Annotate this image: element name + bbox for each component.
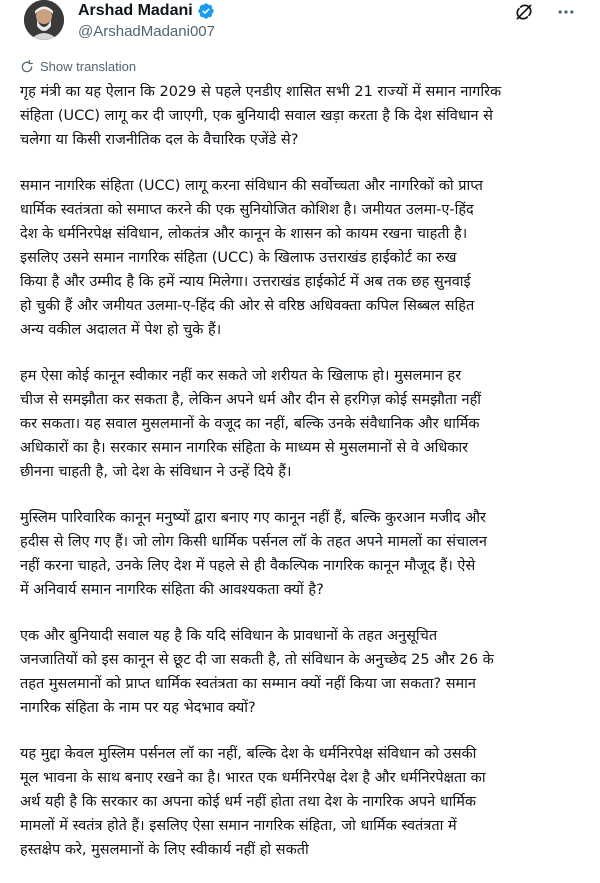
show-translation-link[interactable]: Show translation (40, 58, 137, 74)
avatar-image (24, 0, 64, 40)
post-paragraph-2: समान नागरिक संहिता (UCC) लागू करना संविधान की सर्वोच्चता और नागरिकों को प्राप्त धार्मिक स्वतंत्रता को समाप्त करने की एक सुनियोजित कोशिश है। जमीयत उलमा-ए-हिंद देश के धर्मनिरपेक्ष संविधान, लोकतंत्र और कानून के शासन को कायम रखना चाहती है। इसलिए उसने समान नागरिक संहिता (UCC) के खिलाफ उत्तराखंड हाईकोर्ट का रुख किया है और उम्मीद है कि हमें न्याय मिलेगा। उत्तराखंड हाईकोर्ट में अब तक छह सुनवाई हो चुकी हैं और जमीयत उलमा-ए-हिंद की ओर से वरिष्ठ अधिवक्ता कपिल सिब्बल सहित अन्य वकील अदालत में पेश हो चुके हैं। (20, 178, 483, 338)
verified-badge-icon (197, 2, 215, 20)
post-paragraph-4: मुस्लिम पारिवारिक कानून मनुष्यों द्वारा बनाए गए कानून नहीं हैं, बल्कि कुरआन मजीद और हदीस से लिए गए हैं। जो लोग किसी धार्मिक पर्सनल लॉ के तहत अपने मामलों का संचालन नहीं करना चाहते, उनके लिए देश में पहले से ही वैकल्पिक नागरिक कानून मौजूद हैं। ऐसे में अनिवार्य समान नागरिक संहिता की आवश्यकता क्यों है? (20, 510, 487, 598)
post-body (20, 80, 580, 862)
display-name[interactable]: Arshad Madani (78, 2, 193, 19)
post-paragraph-6: यह मुद्दा केवल मुस्लिम पर्सनल लॉ का नहीं, बल्कि देश के धर्मनिरपेक्ष संविधान को उसकी मूल भावना के साथ बनाए रखने का है। भारत एक धर्मनिरपेक्ष देश है और धर्मनिरपेक्षता का अर्थ यही है कि सरकार का अपना कोई धर्म नहीं होता तथा देश के नागरिक अपने धार्मिक मामलों में स्वतंत्र होते हैं। इसलिए ऐसा समान नागरिक संहिता, जो धार्मिक स्वतंत्रता में हस्तक्षेप करे, मुसलमानों के लिए स्वीकार्य नहीं हो सकती (20, 746, 486, 858)
author-names (78, 0, 215, 42)
translate-icon (20, 59, 34, 73)
post-paragraph-5: एक और बुनियादी सवाल यह है कि यदि संविधान के प्रावधानों के तहत अनुसूचित जनजातियों को इस कानून से छूट दी जा सकती है, तो संविधान के अनुच्छेद 25 और 26 के तहत मुसलमानों को प्राप्त धार्मिक स्वतंत्रता का सम्मान क्यों नहीं किया जा सकता? समान नागरिक संहिता के नाम पर यह भेदभाव क्यों? (20, 628, 494, 716)
post-header (16, 0, 584, 48)
display-name-row (78, 0, 215, 21)
post-paragraph-1: गृह मंत्री का यह ऐलान कि 2029 से पहले एनडीए शासित सभी 21 राज्यों में समान नागरिक संहिता (UCC) लागू कर दी जाएगी, एक बुनियादी सवाल खड़ा करता है कि देश संविधान से चलेगा या किसी राजनीतिक दल के वैचारिक एजेंडे से? (20, 84, 502, 148)
header-actions (514, 2, 576, 22)
avatar[interactable] (24, 0, 64, 40)
grok-icon[interactable] (514, 2, 534, 22)
handle[interactable]: @ArshadMadani007 (78, 23, 215, 40)
translate-row (20, 56, 584, 76)
more-icon[interactable] (556, 2, 576, 22)
post-paragraph-3: हम ऐसा कोई कानून स्वीकार नहीं कर सकते जो शरीयत के खिलाफ हो। मुसलमान हर चीज से समझौता कर सकता है, लेकिन अपने धर्म और दीन से हरगिज़ कोई समझौता नहीं कर सकता। यह सवाल मुसलमानों के वजूद का नहीं, बल्कि उनके संवैधानिक और धार्मिक अधिकारों का है। सरकार समान नागरिक संहिता के माध्यम से मुसलमानों से वे अधिकार छीनना चाहती है, जो देश के संविधान ने उन्हें दिये हैं। (20, 368, 482, 480)
